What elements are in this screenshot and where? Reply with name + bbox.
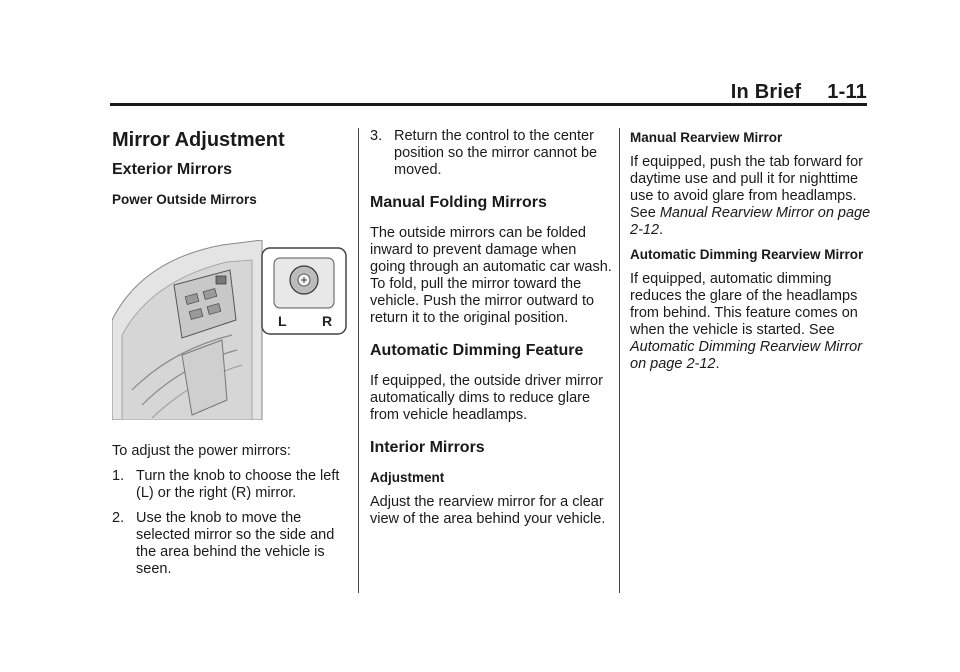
step-text: Return the control to the center position so the mirror cannot be moved. xyxy=(394,128,598,178)
manual-text-body: If equipped, push the tab forward for daytime use and pull it for nighttime use to avoid glare from headlamps. See xyxy=(630,154,863,221)
folding-text: The outside mirrors can be folded inward to prevent damage when going through an automatic car wash. To fold, pull the mirror toward the vehicle. Push the mirror outward to return it to the original position. xyxy=(370,225,612,326)
intro-text: To adjust the power mirrors: xyxy=(112,443,291,459)
heading-automatic-dimming-feature: Automatic Dimming Feature xyxy=(370,342,584,359)
heading-manual-rearview-mirror: Manual Rearview Mirror xyxy=(630,130,783,145)
heading-interior-mirrors: Interior Mirrors xyxy=(370,439,485,456)
manual-cross-reference[interactable]: Manual Rearview Mirror on page 2-12 xyxy=(630,205,871,238)
column-divider-2 xyxy=(619,128,620,593)
figure-label-right: R xyxy=(322,313,333,329)
auto-text-body: If equipped, automatic dimming reduces the glare of the headlamps from behind. This feature comes on when the vehicle is started. See xyxy=(630,271,858,338)
page-number: 1-11 xyxy=(827,81,867,103)
heading-manual-folding-mirrors: Manual Folding Mirrors xyxy=(370,194,547,211)
step-number: 2. xyxy=(112,510,125,526)
dimming-text: If equipped, the outside driver mirror automatically dims to reduce glare from vehicle headlamps. xyxy=(370,373,603,423)
step-number: 1. xyxy=(112,468,125,484)
page-header xyxy=(731,81,867,104)
page-title: Mirror Adjustment xyxy=(112,129,285,151)
auto-text-end: . xyxy=(715,356,720,372)
step-text: Use the knob to move the selected mirror so the side and the area behind the vehicle is seen. xyxy=(136,510,335,577)
figure-label-left: L xyxy=(278,313,287,329)
step-2 xyxy=(112,510,344,578)
auto-text xyxy=(630,271,872,373)
step-1 xyxy=(112,468,344,502)
mirror-control-illustration xyxy=(112,240,348,420)
column-1 xyxy=(112,118,344,586)
section-title: In Brief xyxy=(730,81,802,103)
header-rule xyxy=(110,103,867,106)
step-text: Turn the knob to choose the left (L) or the right (R) mirror. xyxy=(136,468,340,501)
heading-power-outside-mirrors: Power Outside Mirrors xyxy=(112,192,257,207)
manual-text-end: . xyxy=(659,222,664,238)
manual-text xyxy=(630,154,872,239)
adjust-text: Adjust the rearview mirror for a clear view of the area behind your vehicle. xyxy=(370,494,606,527)
step-3 xyxy=(370,128,612,179)
auto-cross-reference[interactable]: Automatic Dimming Rearview Mirror on page 2-12 xyxy=(630,339,863,372)
step-number: 3. xyxy=(370,128,383,144)
column-3 xyxy=(630,118,872,381)
heading-automatic-dimming-rearview-mirror: Automatic Dimming Rearview Mirror xyxy=(630,247,864,262)
heading-adjustment: Adjustment xyxy=(370,470,445,485)
column-2 xyxy=(370,118,612,536)
heading-exterior-mirrors: Exterior Mirrors xyxy=(112,161,233,178)
column-divider-1 xyxy=(358,128,359,593)
